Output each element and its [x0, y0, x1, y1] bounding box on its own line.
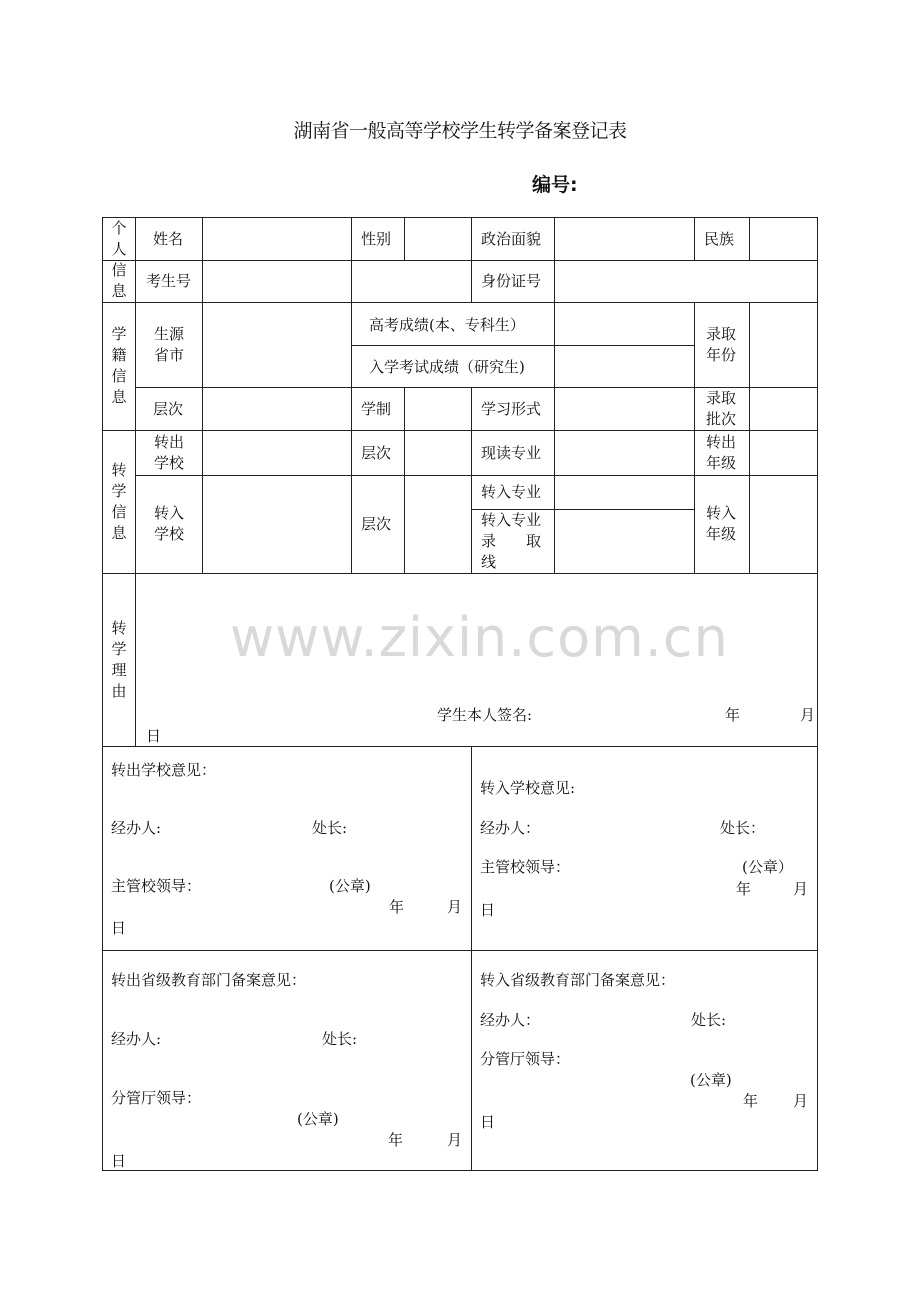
- in-grade-field[interactable]: [750, 476, 817, 573]
- out-school-field[interactable]: [203, 431, 350, 475]
- label-out-school: 转出学校: [153, 433, 184, 472]
- in-province-month: 月: [793, 1092, 809, 1110]
- col-line: [471, 387, 472, 573]
- political-field[interactable]: [555, 218, 693, 260]
- reason-month: 月: [800, 706, 816, 724]
- in-school-month: 月: [793, 880, 809, 898]
- label-student-signature: 学生本人签名:: [437, 706, 533, 724]
- out-province-year: 年: [388, 1131, 404, 1149]
- admit-year-field[interactable]: [750, 303, 817, 387]
- label-study-form: 学习形式: [481, 400, 542, 418]
- label-in-major-cutoff: 转入专业: [481, 511, 542, 529]
- gaokao-score-field[interactable]: [555, 303, 693, 345]
- section-reason: 转学理由: [111, 619, 127, 700]
- section-personal: 个人信息: [111, 219, 127, 300]
- label-in-school: 转入学校: [153, 504, 184, 543]
- out-school-month: 月: [447, 898, 463, 916]
- row-line: [102, 746, 818, 747]
- col-line: [471, 217, 472, 303]
- col-line: [694, 217, 695, 261]
- label-in-grade: 转入年级: [705, 504, 736, 543]
- out-province-month: 月: [447, 1131, 463, 1149]
- section-enrollment: 学籍信息: [111, 325, 127, 406]
- study-form-field[interactable]: [555, 388, 693, 430]
- out-province-leader: 分管厅领导：: [111, 1089, 202, 1107]
- col-line: [694, 302, 695, 573]
- in-school-handler: 经办人：: [480, 819, 541, 837]
- label-grad-score: 入学考试成绩（研究生): [369, 358, 525, 376]
- gender-field[interactable]: [405, 218, 470, 260]
- label-in-major: 转入专业: [481, 483, 542, 501]
- ethnicity-field[interactable]: [750, 218, 817, 260]
- out-province-seal: (公章): [297, 1110, 339, 1128]
- in-major-cutoff-field[interactable]: [555, 510, 693, 573]
- label-current-major: 现读专业: [481, 444, 542, 462]
- label-in-major-cutoff: 线: [481, 553, 497, 571]
- exam-no-field[interactable]: [203, 261, 470, 302]
- in-school-year: 年: [736, 880, 752, 898]
- name-field[interactable]: [203, 218, 350, 260]
- out-school-leader: 主管校领导：: [111, 877, 202, 895]
- label-level-in: 层次: [361, 515, 392, 533]
- label-exam-no: 考生号: [146, 272, 192, 290]
- in-school-leader: 主管校领导：: [480, 858, 571, 876]
- label-gaokao-score: 高考成绩(本、专科生）: [369, 316, 525, 334]
- label-admit-year: 录取年份: [705, 325, 736, 364]
- col-line: [471, 746, 472, 1171]
- label-political: 政治面貌: [481, 230, 542, 248]
- grad-score-field[interactable]: [555, 346, 693, 387]
- label-id-no: 身份证号: [481, 272, 542, 290]
- label-origin: 生源省市: [153, 325, 184, 364]
- label-level: 层次: [153, 400, 184, 418]
- in-province-leader: 分管厅领导：: [480, 1050, 571, 1068]
- level-out-field[interactable]: [405, 431, 470, 475]
- label-out-grade: 转出年级: [705, 433, 736, 472]
- in-school-field[interactable]: [203, 476, 350, 573]
- in-school-seal: (公章）: [742, 858, 793, 876]
- out-province-director: 处长:: [322, 1030, 358, 1048]
- current-major-field[interactable]: [555, 431, 693, 475]
- out-school-director: 处长:: [312, 819, 348, 837]
- level-in-field[interactable]: [405, 476, 470, 573]
- in-school-day: 日: [480, 901, 496, 919]
- label-admit-batch: 录取批次: [705, 389, 736, 428]
- admit-batch-field[interactable]: [750, 388, 817, 430]
- label-gender: 性别: [361, 230, 392, 248]
- label-level-out: 层次: [361, 444, 392, 462]
- reason-day: 日: [146, 727, 162, 745]
- out-school-day: 日: [111, 919, 127, 937]
- out-school-opinion-title: 转出学校意见：: [111, 761, 217, 779]
- label-name: 姓名: [153, 230, 184, 248]
- duration-field[interactable]: [405, 388, 470, 430]
- out-school-handler: 经办人:: [111, 819, 162, 837]
- in-school-opinion-title: 转入学校意见:: [480, 779, 576, 797]
- in-province-day: 日: [480, 1113, 496, 1131]
- in-province-seal: (公章): [690, 1071, 732, 1089]
- out-province-opinion-title: 转出省级教育部门备案意见：: [111, 971, 307, 989]
- in-major-field[interactable]: [555, 476, 693, 509]
- form-title: 湖南省一般高等学校学生转学备案登记表: [293, 120, 627, 142]
- in-province-director: 处长:: [691, 1011, 727, 1029]
- in-province-handler: 经办人：: [480, 1011, 541, 1029]
- level-field[interactable]: [203, 388, 350, 430]
- label-in-major-cutoff: 录 取: [481, 532, 542, 550]
- reason-year: 年: [725, 706, 741, 724]
- section-transfer: 转学信息: [111, 461, 127, 542]
- in-school-director: 处长：: [720, 819, 766, 837]
- out-school-year: 年: [389, 898, 405, 916]
- out-school-seal: (公章): [329, 877, 371, 895]
- origin-field[interactable]: [203, 303, 350, 387]
- out-province-handler: 经办人:: [111, 1030, 162, 1048]
- row-line: [102, 950, 818, 951]
- watermark: www.zixin.com.cn: [230, 606, 729, 669]
- in-province-opinion-title: 转入省级教育部门备案意见：: [480, 971, 676, 989]
- out-grade-field[interactable]: [750, 431, 817, 475]
- label-duration: 学制: [361, 400, 392, 418]
- in-province-year: 年: [743, 1092, 759, 1110]
- form-number-label: 编号:: [532, 174, 578, 196]
- label-ethnicity: 民族: [704, 230, 735, 248]
- id-no-field[interactable]: [555, 261, 817, 302]
- out-province-day: 日: [111, 1152, 127, 1170]
